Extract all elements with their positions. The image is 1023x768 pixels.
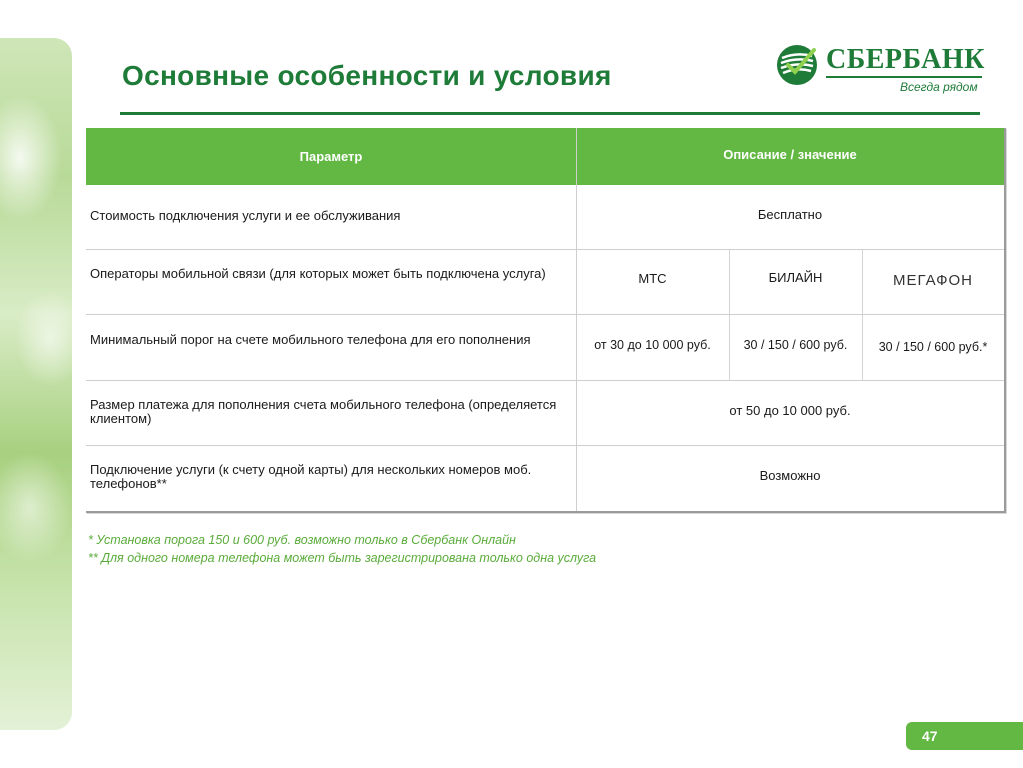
footnote-single-service: ** Для одного номера телефона может быть зарегистрирована только одна услуга [88, 551, 597, 565]
page-number-badge [906, 722, 1023, 750]
header-description: Описание / значение [723, 147, 857, 162]
footnote-threshold: * Установка порога 150 и 600 руб. возможно только в Сбербанк Онлайн [88, 533, 516, 547]
sberbank-logo [776, 42, 986, 98]
row-divider [86, 380, 1004, 381]
row-divider [86, 249, 1004, 250]
row-multinumber-value: Возможно [759, 468, 821, 483]
row-payment-param: Размер платежа для пополнения счета мобильного телефона (определяется клиентом) [90, 397, 557, 426]
side-decoration [0, 38, 72, 730]
row-divider [86, 445, 1004, 446]
column-divider [576, 128, 577, 511]
row-divider [86, 314, 1004, 315]
threshold-megafon: 30 / 150 / 600 руб.* [878, 340, 988, 354]
row-payment-value: от 50 до 10 000 руб. [729, 403, 851, 418]
table-header [86, 128, 1004, 185]
header-parameter: Параметр [299, 149, 363, 164]
title-underline [120, 112, 980, 115]
row-cost-param: Стоимость подключения услуги и ее обслуживания [90, 208, 401, 223]
sberbank-logo-icon [776, 44, 818, 86]
logo-wordmark: СБЕРБАНК [826, 44, 985, 75]
footnotes [88, 531, 596, 567]
operator-beeline: БИЛАЙН [768, 270, 823, 285]
logo-rule [826, 76, 982, 78]
row-threshold-param: Минимальный порог на счете мобильного телефона для его пополнения [90, 332, 531, 347]
operator-mts: МТС [638, 271, 667, 286]
operator-megafon: МЕГАФОН [892, 272, 974, 289]
threshold-mts: от 30 до 10 000 руб. [594, 338, 711, 352]
slide-title: Основные особенности и условия [122, 60, 612, 91]
page-number: 47 [922, 728, 938, 744]
conditions-table [86, 128, 1006, 513]
row-operators-param: Операторы мобильной связи (для которых может быть подключена услуга) [90, 266, 546, 281]
threshold-beeline: 30 / 150 / 600 руб. [743, 338, 848, 352]
row-multinumber-param: Подключение услуги (к счету одной карты) для нескольких номеров моб. телефонов** [90, 462, 532, 491]
logo-slogan: Всегда рядом [900, 80, 978, 94]
row-cost-value: Бесплатно [757, 207, 823, 222]
